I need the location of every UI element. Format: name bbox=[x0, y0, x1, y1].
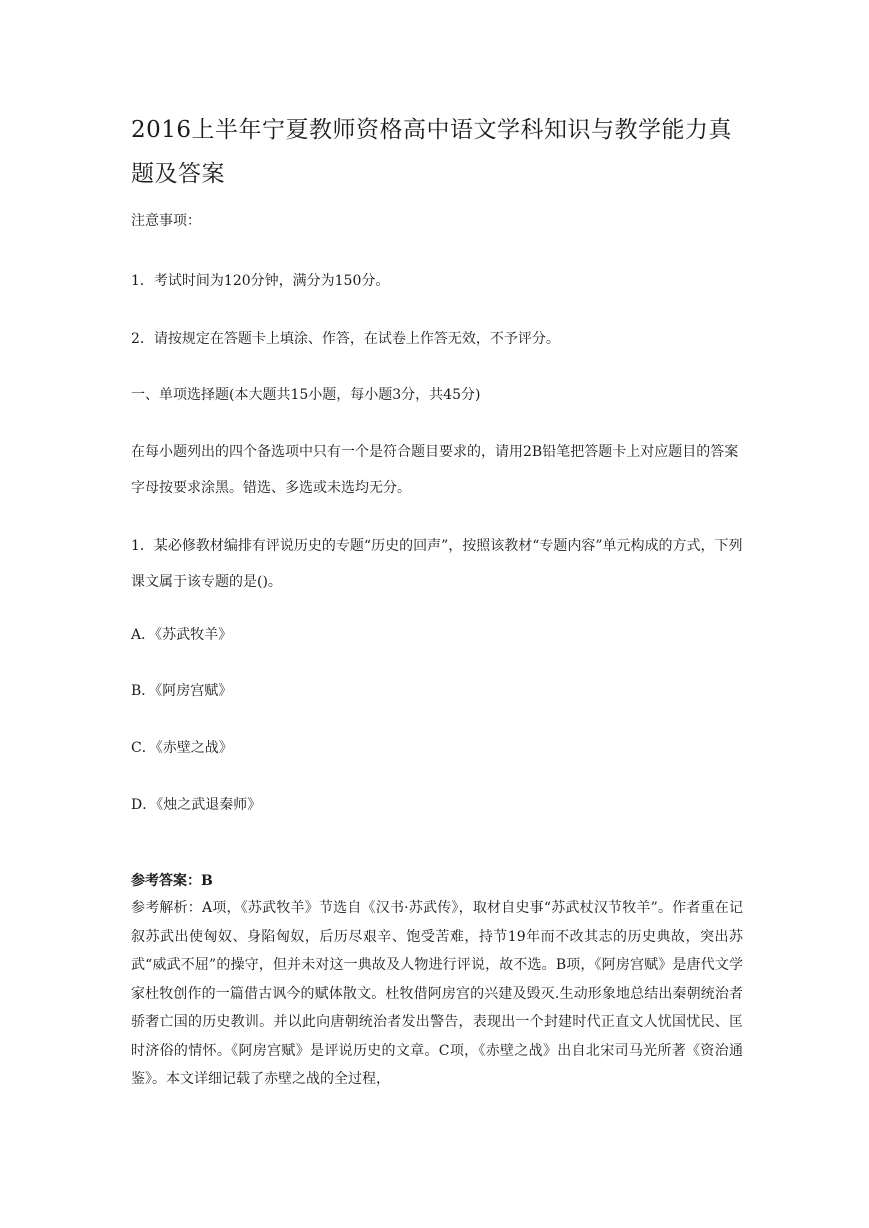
option-b: B．《阿房宫赋》 bbox=[131, 683, 233, 699]
notice-item-1: 1．考试时间为120分钟，满分为150分。 bbox=[131, 273, 390, 289]
option-d: D．《烛之武退秦师》 bbox=[131, 797, 262, 813]
option-a: A．《苏武牧羊》 bbox=[131, 627, 233, 643]
section-instruction: 在每小题列出的四个备选项中只有一个是符合题目要求的，请用2B铅笔把答题卡上对应题目的答案字母按要求涂黑。错选、多选或未选均无分。 bbox=[131, 444, 739, 496]
notice-heading: 注意事项： bbox=[131, 213, 201, 229]
answer-line bbox=[131, 866, 743, 896]
notice-item-2: 2．请按规定在答题卡上填涂、作答，在试卷上作答无效，不予评分。 bbox=[131, 331, 560, 347]
section-heading: 一、单项选择题(本大题共15小题，每小题3分，共45分) bbox=[131, 387, 481, 403]
option-c: C．《赤壁之战》 bbox=[131, 740, 233, 756]
answer-label: 参考答案： bbox=[131, 873, 201, 889]
question-stem: 1．某必修教材编排有评说历史的专题“历史的回声”，按照该教材“专题内容”单元构成的方式，下列课文属于该专题的是()。 bbox=[131, 538, 743, 590]
answer-value: B bbox=[201, 873, 213, 889]
document-title: 2016上半年宁夏教师资格高中语文学科知识与教学能力真题及答案 bbox=[131, 117, 733, 187]
answer-explanation: 参考解析：A项，《苏武牧羊》节选自《汉书·苏武传》，取材自史事“苏武杖汉节牧羊”。作者重在记叙苏武出使匈奴、身陷匈奴，后历尽艰辛、饱受苦难，持节19年而不改其志的历史典故，突出苏武“威武不屈”的操守，但并未对这一典故及人物进行评说，故不选。B项，《阿房宫赋》是唐代文学家杜牧创作的一篇借古讽今的赋体散文。杜牧借阿房宫的兴建及毁灭.生动形象地总结出秦朝统治者骄奢亡国的历史教训。并以此向唐朝统治者发出警告，表现出一个封建时代正直文人忧国忧民、匡时济俗的情怀。《阿房宫赋》是评说历史的文章。C项，《赤壁之战》出自北宋司马光所著《资治通鉴》。本文详细记载了赤壁之战的全过程， bbox=[131, 900, 743, 1087]
